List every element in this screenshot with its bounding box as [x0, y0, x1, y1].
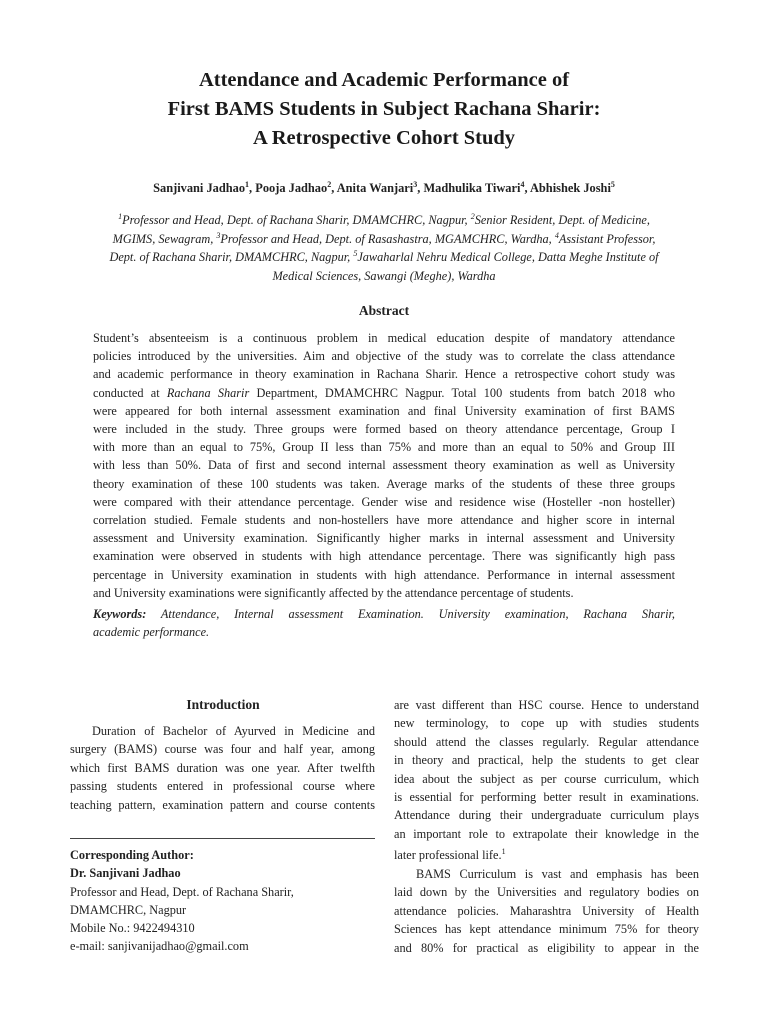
author-sup: 4: [520, 179, 525, 189]
abstract-line: assessment and University examination. Significantly higher marks in internal assessment and University: [93, 531, 675, 546]
intro-line: attendance policies. Maharashtra University of Health: [394, 903, 699, 918]
affil-text: Jawaharlal Nehru Medical College, Datta Meghe Institute of: [357, 250, 659, 264]
citation-sup: 1: [501, 847, 506, 857]
intro-line: and 80% for practical as eligibility to appear in the: [394, 940, 699, 955]
intro-line: idea about the subject as per course curriculum, which: [394, 771, 699, 786]
author-sup: 1: [245, 179, 250, 189]
intro-line: which first BAMS duration was one year. After twelfth: [70, 760, 375, 775]
affiliation-line: [78, 211, 690, 230]
abstract-line: percentage in University examination in students with high attendance. Performance in internal assessment: [93, 567, 675, 582]
corresponding-mobile: Mobile No.: 9422494310: [70, 921, 195, 936]
abstract-line: were included in the study. Three groups were formed based on theory attendance percentage, Group I: [93, 422, 675, 437]
keywords-line: academic performance.: [93, 625, 210, 639]
abstract-line: with more than an equal to 75%, Group II less than 75% and more than an equal to 50% and Group III: [93, 440, 675, 455]
intro-line: [394, 843, 699, 865]
affil-sup: 1: [118, 211, 123, 221]
affil-text: Assistant Professor,: [558, 231, 656, 246]
intro-line: are vast different than HSC course. Hence to understand: [394, 698, 699, 712]
intro-column-right-para2: [394, 865, 699, 957]
title-line-3: A Retrospective Cohort Study: [252, 127, 516, 149]
abstract-line: policies introduced by the universities. Aim and objective of the study was to correlate the class attendance: [93, 349, 675, 364]
keywords-text: Attendance, Internal assessment Examination. University examination, Rachana Sharir,: [160, 607, 676, 621]
intro-column-left: [70, 722, 375, 814]
keywords-line: [93, 605, 675, 623]
affil-text: Dept. of Rachana Sharir, DMAMCHRC, Nagpur,: [109, 250, 351, 264]
abstract-line: Student’s absenteeism is a continuous problem in medical education despite of mandatory attendance: [93, 331, 675, 345]
abstract-line: examination were observed in students with high attendance percentage. There was significantly high pass: [93, 549, 675, 564]
intro-line: passing students entered in professional course where: [70, 779, 375, 794]
author-name: Anita Wanjari: [336, 181, 414, 195]
author-sup: 2: [327, 179, 332, 189]
intro-line: Attendance during their undergraduate curriculum plays: [394, 808, 699, 823]
paper-title: [0, 66, 768, 153]
abstract-line: and academic performance in theory examination in Rachana Sharir. Hence a retrospective cohort study was: [93, 367, 675, 382]
affil-sup: 3: [216, 230, 221, 240]
abstract-heading: Abstract: [358, 303, 410, 318]
corresponding-author: [70, 846, 380, 956]
author-name: Sanjivani Jadhao: [153, 181, 246, 195]
affil-sup: 4: [554, 230, 559, 240]
intro-line: new terminology, to cope up with studies students: [394, 716, 699, 731]
abstract-line: [93, 384, 675, 402]
abstract-body: [93, 329, 675, 602]
abstract-text: Department, DMAMCHRC Nagpur. Total 100 students from batch 2018 who: [249, 385, 675, 400]
intro-line: Sciences has kept attendance minimum 75% for theory: [394, 922, 699, 937]
title-line-1: Attendance and Academic Performance of: [198, 69, 570, 91]
affiliation-line: [78, 248, 690, 267]
keywords-label: Keywords:: [93, 607, 147, 621]
affil-sup: 2: [470, 211, 475, 221]
affil-sup: 5: [353, 248, 358, 258]
corresponding-institution: DMAMCHRC, Nagpur: [70, 902, 187, 917]
intro-line: teaching pattern, examination pattern and course contents: [70, 797, 375, 812]
intro-line: in theory and practical, help the students to get clear: [394, 753, 699, 768]
intro-line: an important role to extrapolate their knowledge in the: [394, 826, 699, 841]
introduction-heading: Introduction: [186, 697, 260, 712]
intro-line: laid down by the Universities and regulatory bodies on: [394, 885, 699, 900]
corresponding-name: Dr. Sanjivani Jadhao: [70, 866, 181, 881]
affil-text: Senior Resident, Dept. of Medicine,: [474, 213, 650, 227]
intro-line: should attend the classes regularly. Regular attendance: [394, 734, 699, 749]
affil-text: Professor and Head, Dept. of Rasashastra, MGAMCHRC, Wardha,: [220, 231, 552, 246]
author-name: Abhishek Joshi: [529, 181, 611, 195]
intro-line: is essential for performing better result in examinations.: [394, 790, 699, 805]
keywords: [93, 605, 675, 641]
affil-text: Professor and Head, Dept. of Rachana Sharir, DMAMCHRC, Nagpur,: [122, 213, 468, 227]
author-name: Pooja Jadhao: [255, 181, 328, 195]
intro-text: later professional life.: [394, 848, 502, 863]
affiliations: [78, 211, 690, 285]
abstract-line: theory examination of these 100 students was taken. Average marks of the students of these three groups: [93, 476, 675, 491]
title-line-2: First BAMS Students in Subject Rachana Sharir:: [167, 98, 601, 120]
corresponding-label: Corresponding Author:: [70, 848, 194, 862]
affiliation-line: [78, 230, 690, 249]
intro-column-right: [394, 696, 699, 865]
corresponding-position: Professor and Head, Dept. of Rachana Sharir,: [70, 884, 294, 899]
author-sup: 3: [413, 179, 418, 189]
abstract-line: with less than 50%. Data of first and second internal assessment theory examination as well as University: [93, 458, 675, 473]
affil-text: MGIMS, Sewagram,: [112, 231, 214, 246]
abstract-line: correlation studied. Female students and non-hostellers have more attendance and higher score in internal: [93, 513, 675, 528]
footnote-divider: [70, 838, 375, 839]
author-sup: 5: [610, 179, 615, 189]
corresponding-email: e-mail: sanjivanijadhao@gmail.com: [70, 939, 249, 954]
abstract-line: were compared with their attendance percentage. Gender wise and residence wise (Hosteller -non hosteller): [93, 494, 675, 509]
abstract-italic-text: Rachana Sharir: [166, 385, 250, 400]
abstract-line: were appeared for both internal assessment examination and final University examination of first BAMS: [93, 403, 675, 418]
abstract-line: and University examinations were significantly affected by the attendance percentage of students.: [93, 585, 574, 600]
affiliation-line: Medical Sciences, Sawangi (Meghe), Wardha: [272, 268, 496, 283]
author-list: Sanjivani Jadhao$^1$, Pooja Jadhao$^2$, Anita Wanjari$^3$, Madhulika Tiwari$^4$, Abhishek Joshi$^5$: [153, 179, 615, 195]
abstract-text: conducted at: [93, 385, 167, 400]
intro-line: BAMS Curriculum is vast and emphasis has been: [416, 867, 699, 881]
author-name: Madhulika Tiwari: [423, 181, 521, 195]
intro-line: surgery (BAMS) course was four and half year, among: [70, 742, 375, 757]
intro-line: Duration of Bachelor of Ayurved in Medicine and: [92, 724, 375, 738]
